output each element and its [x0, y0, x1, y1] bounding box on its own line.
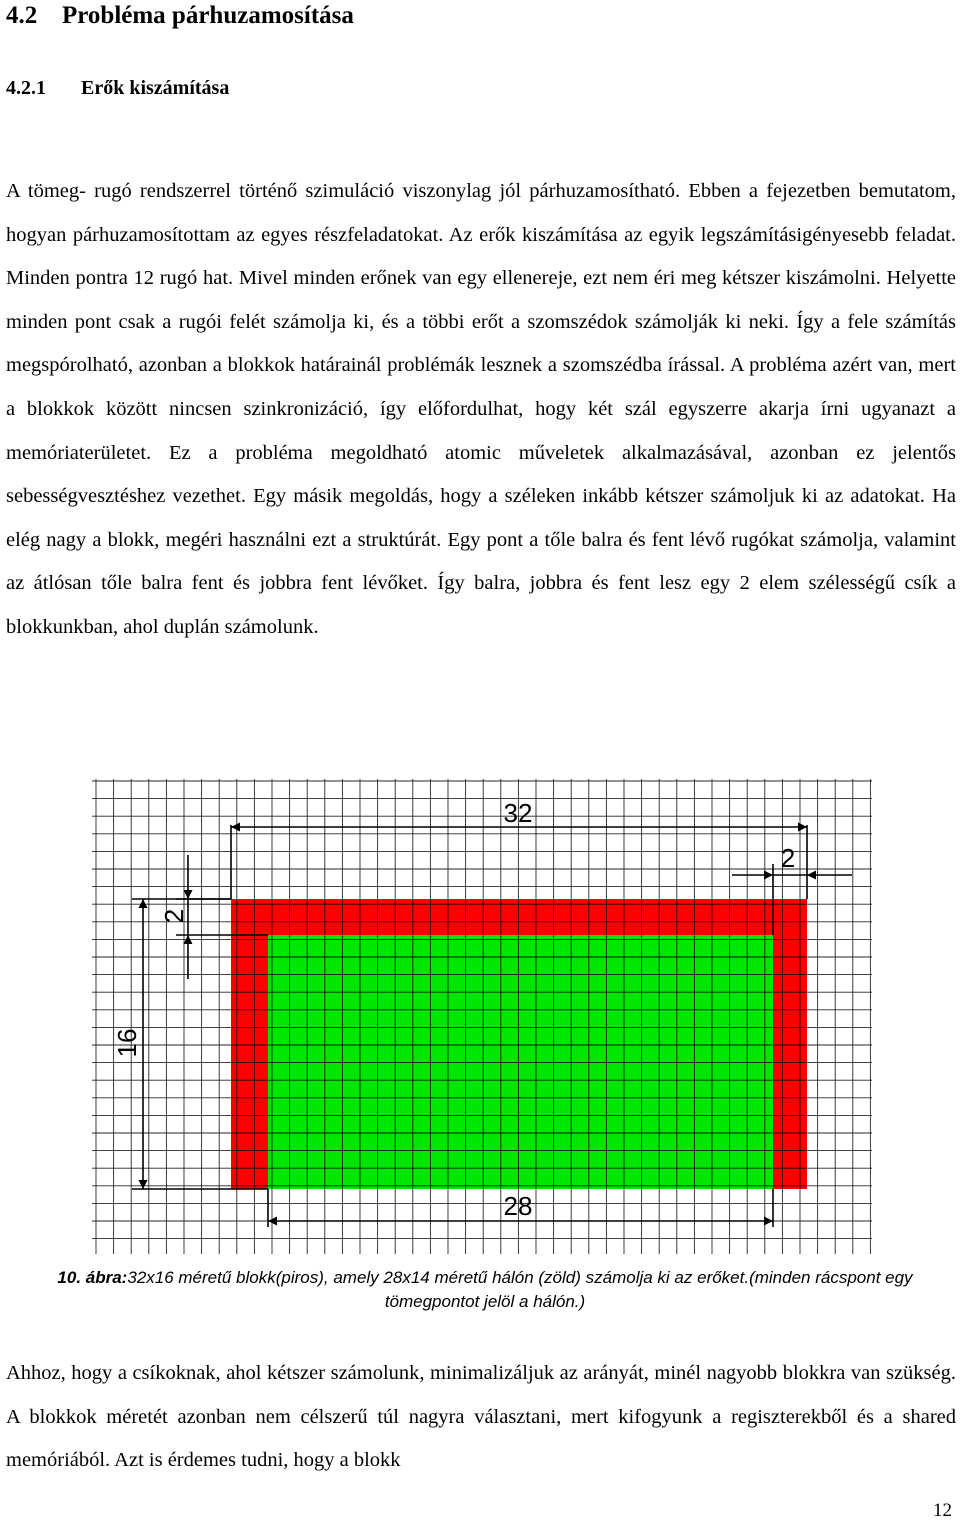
body-paragraph-2: Ahhoz, hogy a csíkoknak, ahol kétszer számolunk, minimalizáljuk az arányát, minél nagyobb blokkra van szükség. A blokkok méretét azonban nem célszerű túl nagyra választani, mert kifogyunk a regiszterekből és a shared memóriából. Azt is érdemes tudni, hogy a blokk — [6, 1362, 956, 1472]
body-paragraph-1: A tömeg- rugó rendszerrel történő szimuláció viszonylag jól párhuzamosítható. Ebben a fejezetben bemutatom, hogyan párhuzamosítottam az egyes részfeladatokat. Az erők kiszámítása az egyik legszámításigényesebb feladat. Minden pontra 12 rugó hat. Mivel minden erőnek van egy ellenereje, ezt nem éri meg kétszer kiszámolni. Helyette minden pont csak a rugói felét számolja ki, és a többi erőt a szomszédok számolják ki neki. Így a fele számítás megspórolható, azonban a blokkok határainál problémák lesznek a szomszédba írással. A probléma azért van, mert a blokkok között nincsen szinkronizáció, így előfordulhat, hogy két szál egyszerre akarja írni ugyanazt a memóriaterületet. Ez a probléma megoldható atomic műveletek alkalmazásával, azonban ez jelentős sebességvesztéshez vezethet. Egy másik megoldás, hogy a széleken inkább kétszer számoljuk ki az adatokat. Ha elég nagy a blokk, megéri használni ezt a struktúrát. Egy pont a tőle balra és fent lévő rugókat számolja, valamint az átlósan tőle balra fent és jobbra fent lévőket. Így balra, jobbra és fent lesz egy 2 elem szélességű csík a blokkunkban, ahol duplán számolunk. — [6, 180, 956, 638]
block-grid-figure — [92, 779, 872, 1254]
dim-28-arrow-right — [764, 1217, 773, 1226]
dim-16-arrow-bottom — [139, 1180, 148, 1189]
section-heading — [6, 0, 354, 32]
label-right-margin: 2 — [780, 843, 796, 873]
subsection-heading — [6, 74, 229, 102]
subsection-title: Erők kiszámítása — [81, 77, 230, 99]
subsection-number: 4.2.1 — [6, 77, 46, 99]
dim-32-arrow-right — [798, 823, 807, 832]
label-block-width: 32 — [503, 798, 533, 828]
dim-2r-arrow-right — [807, 871, 816, 880]
label-top-margin: 2 — [159, 908, 189, 924]
figure-caption — [15, 1266, 955, 1314]
dim-2r-arrow-left — [764, 871, 773, 880]
section-number: 4.2 — [6, 2, 38, 29]
dim-28-arrow-left — [268, 1217, 277, 1226]
label-net-width: 28 — [503, 1191, 533, 1221]
label-block-height: 16 — [112, 1028, 142, 1058]
dim-2l-arrow-top — [184, 890, 193, 899]
caption-label: 10. ábra: — [57, 1268, 128, 1287]
figure-fills — [231, 899, 807, 1189]
dim-32-arrow-left — [231, 823, 240, 832]
page-number: 12 — [933, 1500, 952, 1521]
dim-16-arrow-top — [139, 899, 148, 908]
caption-text: 32x16 méretű blokk(piros), amely 28x14 méretű hálón (zöld) számolja ki az erőket.(minden rácspont egy tömegpontot jelöl a hálón.) — [127, 1268, 913, 1311]
section-title: Probléma párhuzamosítása — [62, 2, 354, 29]
